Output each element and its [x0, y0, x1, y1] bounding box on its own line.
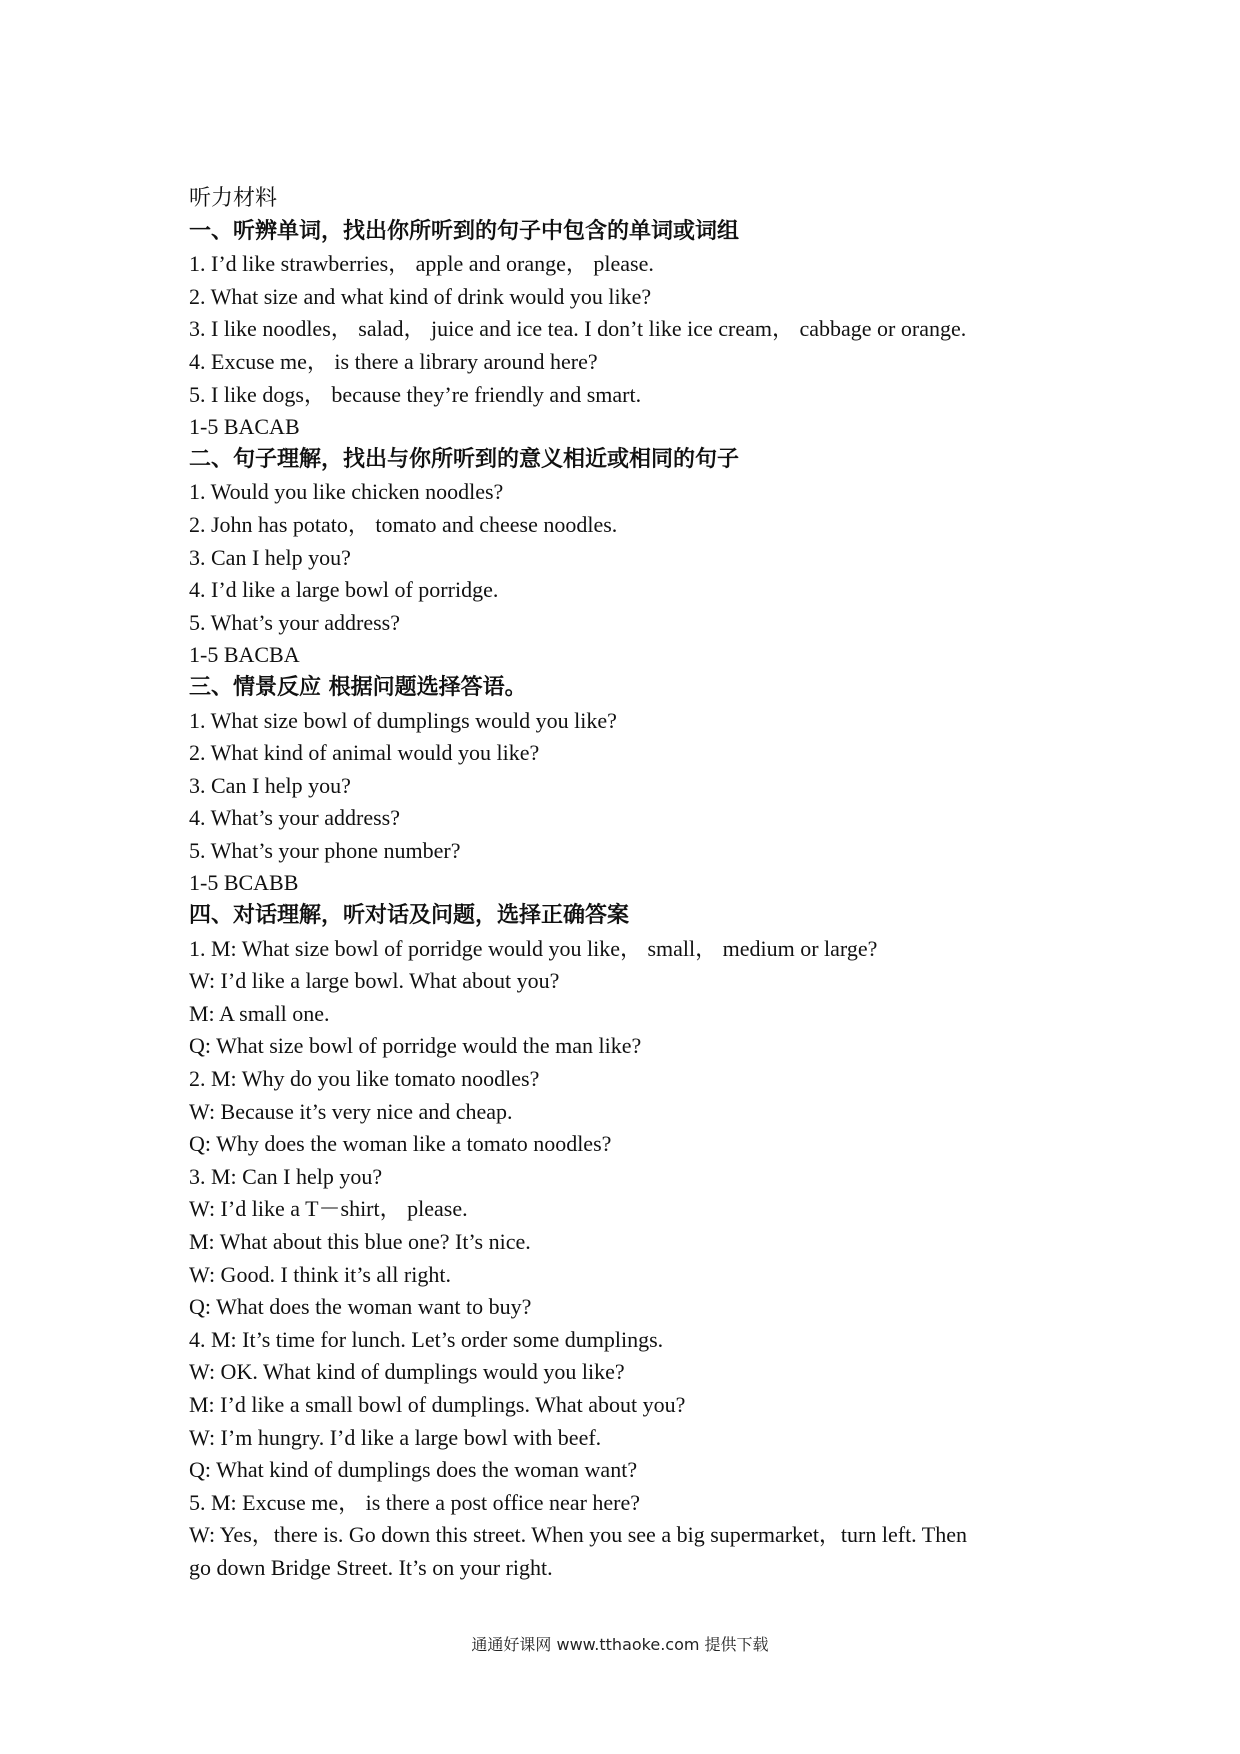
- dialogue-line: W: Good. I think it’s all right.: [189, 1261, 451, 1287]
- section-4: [189, 900, 1089, 1584]
- section-3: [189, 672, 1089, 900]
- listening-line: 2. What size and what kind of drink would you like?: [189, 283, 652, 309]
- dialogue-line: W: Yes，there is. Go down this street. When you see a big supermarket，turn left. Then: [189, 1522, 967, 1548]
- listening-line: 1. What size bowl of dumplings would you like?: [189, 707, 617, 733]
- dialogue-line: W: Because it’s very nice and cheap.: [189, 1098, 513, 1124]
- dialogue-line: M: A small one.: [189, 1000, 330, 1026]
- listening-line: 4. What’s your address?: [189, 805, 400, 831]
- dialogue-line: W: OK. What kind of dumplings would you like?: [189, 1359, 625, 1385]
- section-heading: 三、情景反应 根据问题选择答语。: [189, 674, 527, 700]
- document-title: 听力材料: [189, 186, 278, 211]
- listening-line: 4. I’d like a large bowl of porridge.: [189, 577, 499, 603]
- section-heading: 四、对话理解，听对话及问题，选择正确答案: [189, 903, 630, 929]
- dialogue-line: Q: What does the woman want to buy?: [189, 1294, 532, 1320]
- answer-key: 1-5 BCABB: [189, 870, 299, 896]
- listening-line: 2. What kind of animal would you like?: [189, 740, 540, 766]
- listening-line: 2. John has potato， tomato and cheese noodles.: [189, 511, 618, 537]
- section-2: [189, 444, 1089, 672]
- listening-line: 5. What’s your phone number?: [189, 837, 461, 863]
- page-footer: 通通好课网 www.tthaoke.com 提供下载: [471, 1635, 769, 1654]
- dialogue-line: M: I’d like a small bowl of dumplings. What about you?: [189, 1391, 686, 1417]
- dialogue-line: W: I’d like a large bowl. What about you?: [189, 968, 560, 994]
- dialogue-line: Q: What kind of dumplings does the woman want?: [189, 1457, 638, 1483]
- dialogue-line: W: I’d like a T－shirt， please.: [189, 1196, 468, 1222]
- section-heading: 一、听辨单词，找出你所听到的句子中包含的单词或词组: [189, 218, 740, 244]
- section-1: [189, 216, 1089, 444]
- listening-line: 1. I’d like strawberries， apple and orange， please.: [189, 251, 654, 277]
- listening-line: 1. Would you like chicken noodles?: [189, 479, 504, 505]
- document-body: [189, 183, 1089, 1585]
- listening-line: 4. Excuse me， is there a library around here?: [189, 348, 598, 374]
- listening-line: 3. Can I help you?: [189, 772, 351, 798]
- dialogue-line: 5. M: Excuse me， is there a post office near here?: [189, 1489, 641, 1515]
- dialogue-line: 4. M: It’s time for lunch. Let’s order some dumplings.: [189, 1326, 664, 1352]
- dialogue-line: go down Bridge Street. It’s on your right.: [189, 1554, 553, 1580]
- dialogue-line: M: What about this blue one? It’s nice.: [189, 1229, 531, 1254]
- listening-line: 3. I like noodles， salad， juice and ice tea. I don’t like ice cream， cabbage or orange.: [189, 316, 967, 342]
- dialogue-line: 2. M: Why do you like tomato noodles?: [189, 1066, 540, 1092]
- dialogue-line: W: I’m hungry. I’d like a large bowl with beef.: [189, 1424, 602, 1450]
- dialogue-line: 1. M: What size bowl of porridge would you like， small， medium or large?: [189, 935, 878, 961]
- dialogue-line: 3. M: Can I help you?: [189, 1163, 383, 1189]
- listening-line: 3. Can I help you?: [189, 544, 351, 570]
- listening-line: 5. What’s your address?: [189, 609, 400, 635]
- section-heading: 二、句子理解，找出与你所听到的意义相近或相同的句子: [189, 446, 740, 472]
- answer-key: 1-5 BACAB: [189, 414, 300, 440]
- dialogue-line: Q: What size bowl of porridge would the man like?: [189, 1033, 642, 1059]
- listening-line: 5. I like dogs， because they’re friendly and smart.: [189, 381, 642, 407]
- dialogue-line: Q: Why does the woman like a tomato noodles?: [189, 1131, 612, 1157]
- answer-key: 1-5 BACBA: [189, 642, 300, 668]
